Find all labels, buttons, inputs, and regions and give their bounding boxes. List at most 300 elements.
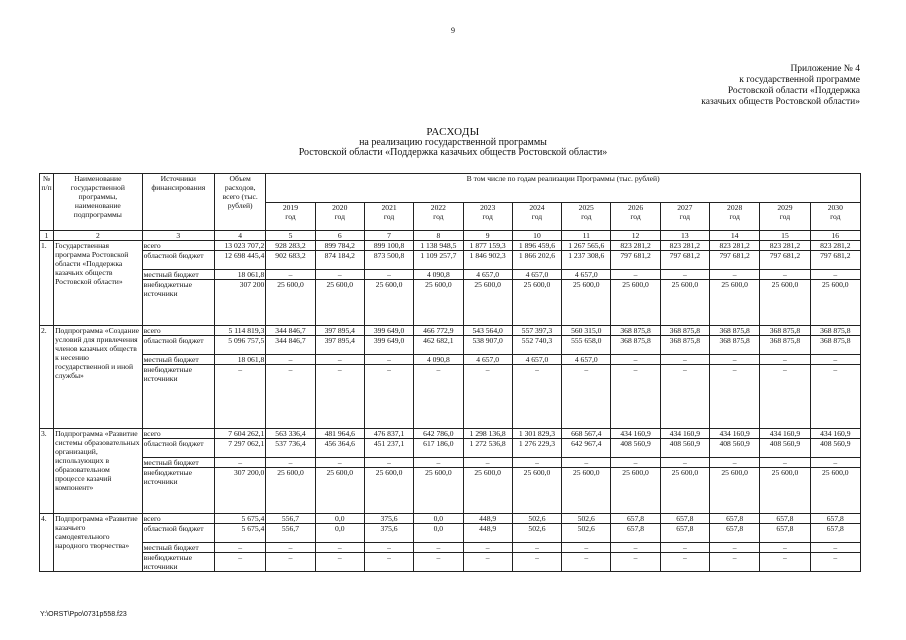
year-cell: 25 600,0: [463, 468, 512, 514]
header-year-unit: год: [581, 212, 592, 221]
year-cell: 25 600,0: [364, 280, 413, 326]
year-cell: 552 740,3: [512, 336, 561, 355]
year-cell: 368 875,8: [760, 336, 810, 355]
table-row: [40, 270, 861, 280]
table-row: [40, 458, 861, 468]
title-main: РАСХОДЫ: [426, 126, 480, 138]
year-cell: –: [660, 543, 709, 553]
year-cell: 4 657,0: [463, 355, 512, 365]
table-row: [40, 336, 861, 355]
funding-source: всего: [142, 241, 214, 251]
year-cell: 368 875,8: [810, 336, 860, 355]
year-cell: 899 100,8: [364, 241, 413, 251]
year-cell: 25 600,0: [760, 468, 810, 514]
year-cell: –: [611, 270, 660, 280]
year-cell: 1 272 536,8: [463, 439, 512, 458]
total-cell: 5 675,4: [215, 514, 266, 524]
year-cell: –: [710, 543, 760, 553]
year-cell: 560 315,0: [562, 326, 611, 336]
year-cell: 368 875,8: [660, 326, 709, 336]
header-year-value: 2026: [627, 203, 644, 212]
total-cell: 13 023 707,2: [215, 241, 266, 251]
funding-source: местный бюджет: [142, 543, 214, 553]
year-cell: 928 283,2: [266, 241, 315, 251]
year-cell: 25 600,0: [562, 280, 611, 326]
year-cell: –: [266, 365, 315, 429]
header-year-unit: год: [383, 212, 395, 221]
year-cell: 797 681,2: [760, 251, 810, 270]
year-cell: 408 560,9: [611, 439, 660, 458]
year-cell: 1 866 202,6: [512, 251, 561, 270]
year-cell: 0,0: [315, 524, 364, 543]
year-cell: –: [660, 458, 709, 468]
year-cell: 344 846,7: [266, 336, 315, 355]
year-cell: 25 600,0: [414, 468, 463, 514]
column-number: 11: [562, 231, 611, 241]
table-row: [40, 251, 861, 270]
year-cell: 25 600,0: [512, 468, 561, 514]
year-cell: 25 600,0: [463, 280, 512, 326]
table-row: [40, 524, 861, 543]
funding-source: всего: [142, 429, 214, 439]
header-year-value: 2024: [529, 203, 545, 212]
funding-source: внебюджетные источники: [142, 553, 214, 572]
year-cell: 537 736,4: [266, 439, 315, 458]
funding-source: местный бюджет: [142, 458, 214, 468]
year-cell: –: [562, 458, 611, 468]
year-cell: 642 967,4: [562, 439, 611, 458]
year-cell: –: [760, 458, 810, 468]
year-cell: –: [760, 553, 810, 572]
year-cell: 25 600,0: [611, 280, 660, 326]
year-cell: –: [810, 355, 860, 365]
appendix-block: [600, 64, 860, 108]
year-cell: 462 682,1: [414, 336, 463, 355]
year-cell: –: [512, 553, 561, 572]
header-year: [760, 203, 810, 231]
year-cell: 823 281,2: [810, 241, 860, 251]
table-row: [40, 326, 861, 336]
funding-source: внебюджетные источники: [142, 365, 214, 429]
year-cell: –: [810, 553, 860, 572]
column-number: 2: [54, 231, 143, 241]
header-year: [414, 203, 463, 231]
year-cell: 25 600,0: [810, 468, 860, 514]
year-cell: 25 600,0: [710, 468, 760, 514]
year-cell: –: [660, 553, 709, 572]
year-cell: 502,6: [512, 524, 561, 543]
year-cell: 25 600,0: [660, 468, 709, 514]
year-cell: 668 567,4: [562, 429, 611, 439]
header-year-value: 2029: [777, 203, 793, 212]
year-cell: 448,9: [463, 524, 512, 543]
year-cell: 797 681,2: [611, 251, 660, 270]
table-row: [40, 429, 861, 439]
year-cell: –: [315, 355, 364, 365]
year-cell: 556,7: [266, 514, 315, 524]
year-cell: 25 600,0: [660, 280, 709, 326]
year-cell: 1 138 948,5: [414, 241, 463, 251]
funding-source: всего: [142, 326, 214, 336]
file-path: Y:\ORST\Ppo\0731p558.f23: [40, 611, 127, 618]
table-row: [40, 241, 861, 251]
year-cell: 434 160,9: [611, 429, 660, 439]
header-volume: Объем расходов, всего (тыс. рублей): [215, 174, 266, 231]
header-year-unit: год: [729, 212, 740, 221]
year-cell: 408 560,9: [810, 439, 860, 458]
header-by-years: В том числе по годам реализации Программы (тыс. рублей): [266, 174, 861, 203]
column-number: 16: [810, 231, 860, 241]
table-row: [40, 468, 861, 514]
row-number: 3.: [40, 429, 54, 514]
year-cell: 408 560,9: [710, 439, 760, 458]
year-cell: 1 276 229,3: [512, 439, 561, 458]
table-row: [40, 355, 861, 365]
total-cell: 12 698 445,4: [215, 251, 266, 270]
year-cell: –: [463, 543, 512, 553]
funding-source: местный бюджет: [142, 270, 214, 280]
year-cell: 368 875,8: [710, 326, 760, 336]
column-number: 10: [512, 231, 561, 241]
year-cell: 657,8: [760, 524, 810, 543]
year-cell: –: [760, 543, 810, 553]
row-number: 1.: [40, 241, 54, 326]
year-cell: 657,8: [810, 514, 860, 524]
year-cell: –: [660, 270, 709, 280]
program-name: Подпрограмма «Развитие системы образовательных организаций, использующих в образовательном процессе казачий компонент»: [54, 429, 143, 514]
year-cell: 1 267 565,6: [562, 241, 611, 251]
appendix-line: казачьих обществ Ростовской области»: [701, 97, 860, 107]
header-year: [315, 203, 364, 231]
year-cell: 502,6: [512, 514, 561, 524]
year-cell: 344 846,7: [266, 326, 315, 336]
column-number: 14: [710, 231, 760, 241]
year-cell: –: [710, 270, 760, 280]
year-cell: 538 907,0: [463, 336, 512, 355]
header-year-unit: год: [482, 212, 493, 221]
year-cell: –: [512, 365, 561, 429]
funding-source: областной бюджет: [142, 251, 214, 270]
column-number: 5: [266, 231, 315, 241]
year-cell: 657,8: [710, 514, 760, 524]
year-cell: –: [611, 365, 660, 429]
funding-source: всего: [142, 514, 214, 524]
column-number: 3: [142, 231, 214, 241]
year-cell: 657,8: [660, 514, 709, 524]
year-cell: –: [414, 365, 463, 429]
header-num: № п/п: [40, 174, 54, 231]
title-line: Ростовской области «Поддержка казачьих обществ Ростовской области»: [298, 147, 608, 158]
total-cell: –: [215, 365, 266, 429]
year-cell: 368 875,8: [660, 336, 709, 355]
year-cell: –: [414, 553, 463, 572]
year-cell: –: [760, 365, 810, 429]
year-cell: –: [364, 365, 413, 429]
year-cell: 456 364,6: [315, 439, 364, 458]
header-year-unit: год: [779, 212, 791, 221]
year-cell: 0,0: [414, 524, 463, 543]
year-cell: 657,8: [760, 514, 810, 524]
year-cell: –: [562, 365, 611, 429]
title-line: на реализацию государственной программы: [359, 136, 547, 148]
year-cell: –: [364, 270, 413, 280]
year-cell: 556,7: [266, 524, 315, 543]
header-year: [512, 203, 561, 231]
column-number: 4: [215, 231, 266, 241]
year-cell: –: [760, 355, 810, 365]
year-cell: 368 875,8: [760, 326, 810, 336]
year-cell: 899 784,2: [315, 241, 364, 251]
header-year-value: 2020: [332, 203, 348, 212]
year-cell: 451 237,1: [364, 439, 413, 458]
year-cell: 4 657,0: [463, 270, 512, 280]
year-cell: –: [315, 458, 364, 468]
year-cell: 434 160,9: [810, 429, 860, 439]
funding-source: областной бюджет: [142, 524, 214, 543]
year-cell: –: [266, 355, 315, 365]
year-cell: 502,6: [562, 514, 611, 524]
year-cell: –: [710, 553, 760, 572]
year-cell: 448,9: [463, 514, 512, 524]
year-cell: 1 237 308,6: [562, 251, 611, 270]
total-cell: –: [215, 553, 266, 572]
year-cell: 375,6: [364, 524, 413, 543]
page-number: 9: [451, 26, 455, 35]
year-cell: –: [364, 355, 413, 365]
year-cell: 434 160,9: [760, 429, 810, 439]
header-year-value: 2025: [578, 203, 594, 212]
year-cell: 823 281,2: [760, 241, 810, 251]
total-cell: 307 200: [215, 280, 266, 326]
year-cell: –: [463, 365, 512, 429]
year-cell: –: [512, 543, 561, 553]
total-cell: 307 200,0: [215, 468, 266, 514]
table-row: [40, 280, 861, 326]
year-cell: 408 560,9: [760, 439, 810, 458]
year-cell: 397 895,4: [315, 336, 364, 355]
total-cell: 5 114 819,3: [215, 326, 266, 336]
header-year: [660, 203, 709, 231]
year-cell: 874 184,2: [315, 251, 364, 270]
header-year-value: 2028: [727, 203, 743, 212]
year-cell: 25 600,0: [266, 280, 315, 326]
year-cell: 823 281,2: [611, 241, 660, 251]
year-cell: –: [611, 543, 660, 553]
year-cell: 481 964,6: [315, 429, 364, 439]
year-cell: 873 500,8: [364, 251, 413, 270]
header-year: [710, 203, 760, 231]
header-year: [810, 203, 860, 231]
total-cell: 5 096 757,5: [215, 336, 266, 355]
year-cell: 25 600,0: [315, 280, 364, 326]
column-number: 15: [760, 231, 810, 241]
total-cell: –: [215, 458, 266, 468]
header-year-unit: год: [334, 212, 345, 221]
year-cell: 25 600,0: [315, 468, 364, 514]
year-cell: 4 657,0: [562, 355, 611, 365]
total-cell: 7 297 062,1: [215, 439, 266, 458]
appendix-line: к государственной программе: [739, 75, 860, 85]
header-name: Наименование государственной программы, наименование подпрограммы: [54, 174, 143, 231]
year-cell: 434 160,9: [660, 429, 709, 439]
year-cell: –: [810, 458, 860, 468]
year-cell: –: [810, 270, 860, 280]
program-name: Подпрограмма «Развитие казачьего самодеятельного народного творчества»: [54, 514, 143, 572]
year-cell: 1 877 159,3: [463, 241, 512, 251]
year-cell: 555 658,0: [562, 336, 611, 355]
year-cell: –: [364, 458, 413, 468]
year-cell: 399 649,0: [364, 336, 413, 355]
year-cell: 1 846 902,3: [463, 251, 512, 270]
row-number: 2.: [40, 326, 54, 429]
appendix-line: Ростовской области «Поддержка: [727, 86, 860, 96]
year-cell: –: [414, 458, 463, 468]
year-cell: 1 109 257,7: [414, 251, 463, 270]
year-cell: 25 600,0: [512, 280, 561, 326]
year-cell: –: [660, 355, 709, 365]
year-cell: 25 600,0: [611, 468, 660, 514]
year-cell: –: [315, 543, 364, 553]
appendix-line: Приложение № 4: [790, 64, 860, 74]
funding-source: областной бюджет: [142, 336, 214, 355]
year-cell: 466 772,9: [414, 326, 463, 336]
total-cell: 5 675,4: [215, 524, 266, 543]
total-cell: 18 061,8: [215, 355, 266, 365]
year-cell: –: [414, 543, 463, 553]
table-row: [40, 365, 861, 429]
year-cell: 557 397,3: [512, 326, 561, 336]
table-row: [40, 553, 861, 572]
year-cell: 657,8: [660, 524, 709, 543]
year-cell: 25 600,0: [266, 468, 315, 514]
year-cell: –: [266, 553, 315, 572]
year-cell: –: [710, 365, 760, 429]
header-source: Источники финансирования: [142, 174, 214, 231]
header-year: [266, 203, 315, 231]
year-cell: –: [760, 270, 810, 280]
year-cell: 657,8: [810, 524, 860, 543]
year-cell: 563 336,4: [266, 429, 315, 439]
year-cell: –: [660, 365, 709, 429]
year-cell: 368 875,8: [611, 336, 660, 355]
program-name: Подпрограмма «Создание условий для привлечения членов казачьих обществ к несению государственной и иной службы»: [54, 326, 143, 429]
column-number: 12: [611, 231, 660, 241]
year-cell: 642 786,0: [414, 429, 463, 439]
header-year-value: 2030: [827, 203, 843, 212]
expenses-table: [39, 173, 861, 572]
header-year: [364, 203, 413, 231]
year-cell: 399 649,0: [364, 326, 413, 336]
header-year-unit: год: [630, 212, 641, 221]
year-cell: 408 560,9: [660, 439, 709, 458]
year-cell: 368 875,8: [810, 326, 860, 336]
document-title: [0, 127, 906, 159]
year-cell: 397 895,4: [315, 326, 364, 336]
header-year-value: 2027: [677, 203, 693, 212]
year-cell: 902 683,2: [266, 251, 315, 270]
year-cell: –: [810, 543, 860, 553]
header-year-value: 2022: [430, 203, 446, 212]
year-cell: –: [710, 355, 760, 365]
program-name: Государственная программа Ростовской области «Поддержка казачьих обществ Ростовской области»: [54, 241, 143, 326]
year-cell: 25 600,0: [810, 280, 860, 326]
year-cell: –: [364, 543, 413, 553]
table-row: [40, 439, 861, 458]
year-cell: –: [315, 365, 364, 429]
year-cell: 4 657,0: [562, 270, 611, 280]
year-cell: 1 298 136,8: [463, 429, 512, 439]
year-cell: –: [364, 553, 413, 572]
year-cell: 25 600,0: [364, 468, 413, 514]
year-cell: 617 186,0: [414, 439, 463, 458]
year-cell: 4 657,0: [512, 270, 561, 280]
header-year-unit: год: [531, 212, 543, 221]
year-cell: 0,0: [414, 514, 463, 524]
year-cell: –: [810, 365, 860, 429]
year-cell: –: [266, 543, 315, 553]
year-cell: 1 896 459,6: [512, 241, 561, 251]
funding-source: внебюджетные источники: [142, 468, 214, 514]
column-number: 7: [364, 231, 413, 241]
header-year-unit: год: [830, 212, 841, 221]
total-cell: 18 061,8: [215, 270, 266, 280]
year-cell: 476 837,1: [364, 429, 413, 439]
funding-source: внебюджетные источники: [142, 280, 214, 326]
year-cell: 657,8: [710, 524, 760, 543]
year-cell: –: [562, 553, 611, 572]
year-cell: 25 600,0: [760, 280, 810, 326]
column-number: 1: [40, 231, 54, 241]
column-number: 13: [660, 231, 709, 241]
year-cell: 25 600,0: [710, 280, 760, 326]
year-cell: 25 600,0: [562, 468, 611, 514]
year-cell: –: [463, 553, 512, 572]
header-year: [611, 203, 660, 231]
year-cell: 368 875,8: [710, 336, 760, 355]
year-cell: 657,8: [611, 514, 660, 524]
header-year-value: 2021: [381, 203, 397, 212]
year-cell: 502,6: [562, 524, 611, 543]
column-number: 8: [414, 231, 463, 241]
year-cell: –: [315, 270, 364, 280]
year-cell: 4 657,0: [512, 355, 561, 365]
funding-source: областной бюджет: [142, 439, 214, 458]
year-cell: 797 681,2: [660, 251, 709, 270]
year-cell: –: [611, 458, 660, 468]
year-cell: 0,0: [315, 514, 364, 524]
year-cell: 375,6: [364, 514, 413, 524]
header-year-unit: год: [679, 212, 691, 221]
year-cell: 4 090,8: [414, 270, 463, 280]
year-cell: 823 281,2: [660, 241, 709, 251]
year-cell: –: [266, 270, 315, 280]
year-cell: –: [266, 458, 315, 468]
year-cell: –: [611, 553, 660, 572]
total-cell: 7 604 262,1: [215, 429, 266, 439]
year-cell: 797 681,2: [810, 251, 860, 270]
header-year: [562, 203, 611, 231]
year-cell: –: [512, 458, 561, 468]
year-cell: 368 875,8: [611, 326, 660, 336]
year-cell: 25 600,0: [414, 280, 463, 326]
year-cell: 4 090,8: [414, 355, 463, 365]
header-year-value: 2019: [282, 203, 299, 212]
header-year: [463, 203, 512, 231]
year-cell: –: [315, 553, 364, 572]
total-cell: –: [215, 543, 266, 553]
year-cell: –: [463, 458, 512, 468]
column-number: 9: [463, 231, 512, 241]
